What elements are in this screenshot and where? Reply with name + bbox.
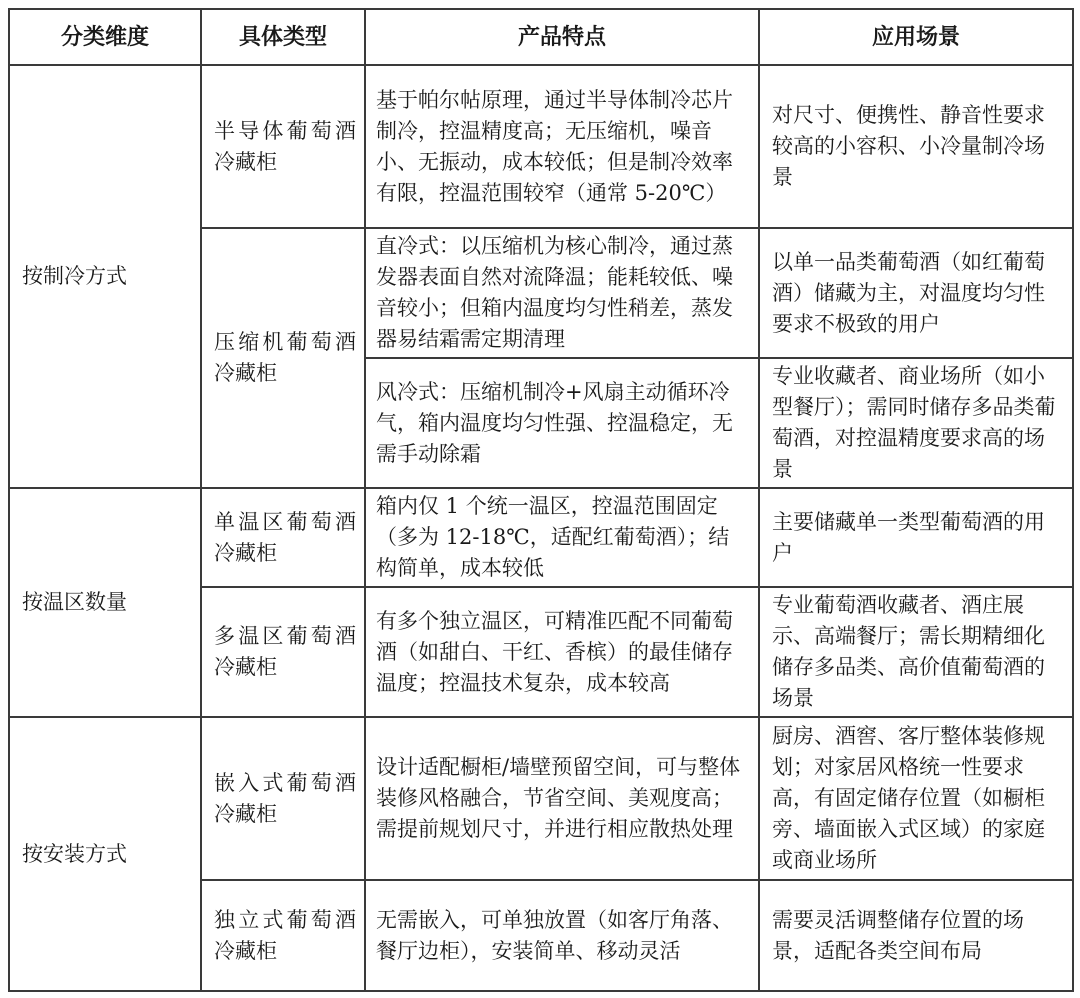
table-row	[9, 717, 1073, 880]
dimension-cell: 按安装方式	[9, 717, 201, 991]
wine-cooler-classification-table	[8, 8, 1074, 992]
dimension-cell: 按制冷方式	[9, 65, 201, 488]
feature-cell: 设计适配橱柜/墙壁预留空间，可与整体装修风格融合，节省空间、美观度高；需提前规划尺寸，并进行相应散热处理	[365, 717, 759, 880]
header-type: 具体类型	[201, 9, 365, 65]
feature-cell: 无需嵌入，可单独放置（如客厅角落、餐厅边柜），安装简单、移动灵活	[365, 880, 759, 991]
header-features: 产品特点	[365, 9, 759, 65]
scene-cell: 专业葡萄酒收藏者、酒庄展示、高端餐厅；需长期精细化储存多品类、高价值葡萄酒的场景	[759, 587, 1073, 717]
type-cell: 多温区葡萄酒冷藏柜	[201, 587, 365, 717]
feature-cell: 直冷式：以压缩机为核心制冷，通过蒸发器表面自然对流降温；能耗较低、噪音较小；但箱内温度均匀性稍差，蒸发器易结霜需定期清理	[365, 228, 759, 358]
scene-cell: 专业收藏者、商业场所（如小型餐厅）；需同时储存多品类葡萄酒，对控温精度要求高的场景	[759, 358, 1073, 488]
scene-cell: 以单一品类葡萄酒（如红葡萄酒）储藏为主，对温度均匀性要求不极致的用户	[759, 228, 1073, 358]
type-cell: 半导体葡萄酒冷藏柜	[201, 65, 365, 228]
table-header-row	[9, 9, 1073, 65]
feature-cell: 有多个独立温区，可精准匹配不同葡萄酒（如甜白、干红、香槟）的最佳储存温度；控温技术复杂，成本较高	[365, 587, 759, 717]
scene-cell: 主要储藏单一类型葡萄酒的用户	[759, 488, 1073, 587]
table-wrapper	[8, 8, 1072, 990]
scene-cell: 需要灵活调整储存位置的场景，适配各类空间布局	[759, 880, 1073, 991]
scene-cell: 厨房、酒窖、客厅整体装修规划；对家居风格统一性要求高，有固定储存位置（如橱柜旁、墙面嵌入式区域）的家庭或商业场所	[759, 717, 1073, 880]
dimension-cell: 按温区数量	[9, 488, 201, 717]
scene-cell: 对尺寸、便携性、静音性要求较高的小容积、小冷量制冷场景	[759, 65, 1073, 228]
type-cell: 单温区葡萄酒冷藏柜	[201, 488, 365, 587]
type-cell: 独立式葡萄酒冷藏柜	[201, 880, 365, 991]
feature-cell: 基于帕尔帖原理，通过半导体制冷芯片制冷，控温精度高；无压缩机，噪音小、无振动，成本较低；但是制冷效率有限，控温范围较窄（通常 5-20℃）	[365, 65, 759, 228]
type-cell: 嵌入式葡萄酒冷藏柜	[201, 717, 365, 880]
table-row	[9, 65, 1073, 228]
header-scenarios: 应用场景	[759, 9, 1073, 65]
type-cell: 压缩机葡萄酒冷藏柜	[201, 228, 365, 488]
header-dimension: 分类维度	[9, 9, 201, 65]
feature-cell: 箱内仅 1 个统一温区，控温范围固定（多为 12-18℃，适配红葡萄酒）；结构简单，成本较低	[365, 488, 759, 587]
table-row	[9, 488, 1073, 587]
feature-cell: 风冷式：压缩机制冷+风扇主动循环冷气，箱内温度均匀性强、控温稳定，无需手动除霜	[365, 358, 759, 488]
